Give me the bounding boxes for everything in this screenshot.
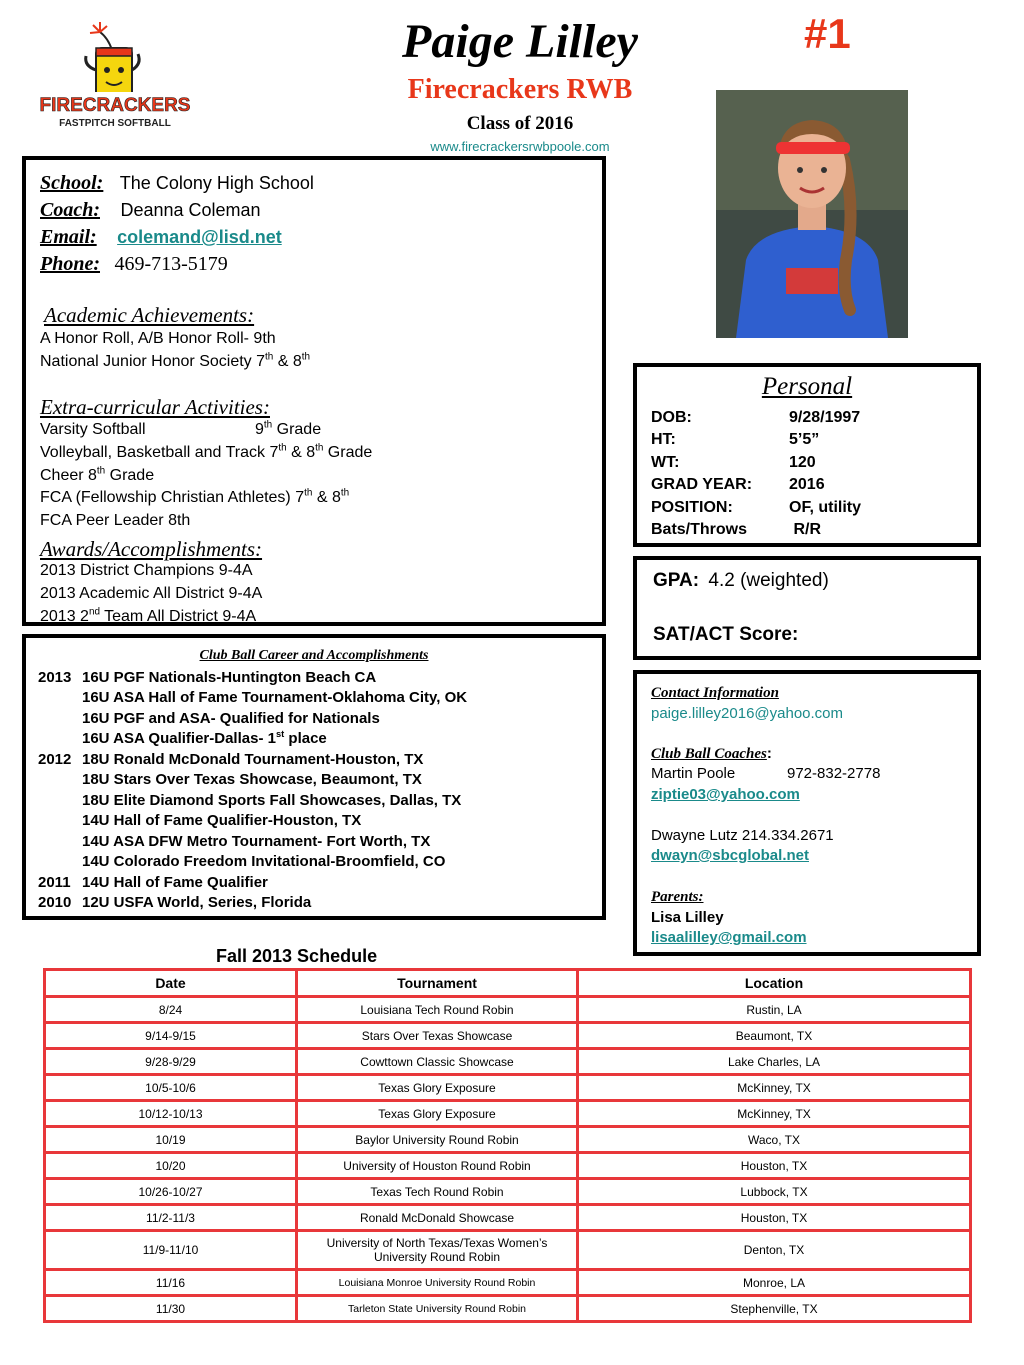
school-value: The Colony High School [119, 173, 314, 193]
coach1-phone: 972-832-2778 [787, 765, 881, 782]
schedule-date-cell: 11/9-11/10 [45, 1231, 297, 1270]
schedule-row [45, 1127, 971, 1153]
club-year: 2010 [38, 894, 72, 911]
academic-item: National Junior Honor Society 7th & 8th [40, 351, 311, 370]
club-item: 14U Hall of Fame Qualifier-Houston, TX [82, 812, 362, 829]
club-year: 2011 [38, 874, 71, 891]
schedule-title: Fall 2013 Schedule [216, 946, 378, 966]
schedule-date-cell: 10/20 [45, 1153, 297, 1179]
activity-item: FCA Peer Leader 8th [40, 512, 191, 529]
schedule-date-cell: 10/19 [45, 1127, 297, 1153]
coach-value: Deanna Coleman [120, 200, 261, 220]
club-item: 12U USFA World, Series, Florida [82, 894, 312, 911]
coaches-heading: Club Ball Coaches [651, 746, 767, 762]
school-label: School: [40, 172, 104, 194]
club-item: 16U PGF Nationals-Huntington Beach CA [82, 669, 377, 686]
header-date: Date [45, 970, 297, 997]
club-title: Club Ball Career and Accomplishments [199, 648, 429, 663]
schedule-date-cell: 10/26-10/27 [45, 1179, 297, 1205]
awards-heading: Awards/Accomplishments: [40, 537, 263, 561]
schedule-tournament-cell: Louisiana Tech Round Robin [297, 997, 578, 1023]
schedule-date-cell: 8/24 [45, 997, 297, 1023]
club-career-box [22, 634, 606, 920]
schedule-location-cell: Rustin, LA [578, 997, 971, 1023]
coach-label: Coach: [40, 199, 100, 221]
coach2-email-link[interactable]: dwayn@sbcglobal.net [651, 847, 809, 864]
logo-title: FIRECRACKERS [39, 95, 190, 116]
award-item: 2013 2nd Team All District 9-4A [40, 606, 257, 625]
schedule-date-cell: 9/14-9/15 [45, 1023, 297, 1049]
coach2-line: Dwayne Lutz 214.334.2671 [651, 827, 834, 844]
class-of: Class of 2016 [466, 113, 574, 134]
schedule-row [45, 1049, 971, 1075]
player-email-link[interactable]: paige.lilley2016@yahoo.com [651, 705, 844, 722]
academic-item: A Honor Roll, A/B Honor Roll- 9th [40, 330, 276, 347]
header-tournament: Tournament [297, 970, 578, 997]
award-item: 2013 Academic All District 9-4A [40, 585, 263, 602]
schedule-location-cell: Denton, TX [578, 1231, 971, 1270]
activity-item: Volleyball, Basketball and Track 7th & 8th Grade [40, 442, 373, 461]
logo-subtitle: FASTPITCH SOFTBALL [59, 118, 171, 129]
extracurricular-heading: Extra-curricular Activities: [40, 395, 270, 419]
schedule-row [45, 1075, 971, 1101]
schedule-header-row [45, 970, 971, 997]
phone-label: Phone: [40, 253, 100, 275]
gpa-box [633, 556, 981, 660]
firecrackers-logo [38, 20, 190, 132]
schedule-location-cell: Lubbock, TX [578, 1179, 971, 1205]
activity-item: Varsity Softball 9th Grade [40, 419, 322, 438]
personal-row-weight: WT: 120 [651, 454, 816, 471]
club-year: 2013 [38, 669, 72, 686]
schedule-location-cell: Stephenville, TX [578, 1296, 971, 1322]
email-label: Email: [40, 226, 97, 248]
coach1-line [651, 765, 881, 782]
gpa-line [653, 570, 829, 592]
club-item: 16U PGF and ASA- Qualified for Nationals [82, 710, 380, 727]
schedule-location-cell: Waco, TX [578, 1127, 971, 1153]
gpa-label: GPA: [653, 570, 700, 591]
parent-name: Lisa Lilley [651, 909, 724, 926]
schedule-location-cell: McKinney, TX [578, 1101, 971, 1127]
schedule-tournament-cell: Cowttown Classic Showcase [297, 1049, 578, 1075]
schedule-table [43, 968, 972, 1323]
schedule-tournament-cell: Texas Glory Exposure [297, 1101, 578, 1127]
team-name: Firecrackers RWB [407, 74, 633, 105]
jersey-number: #1 [804, 10, 851, 57]
personal-row-bats-throws: Bats/Throws R/R [651, 521, 821, 538]
schedule-tournament-cell: Baylor University Round Robin [297, 1127, 578, 1153]
schedule-location-cell: Houston, TX [578, 1153, 971, 1179]
schedule-tournament-cell: University of North Texas/Texas Women’s University Round Robin [297, 1231, 578, 1270]
club-item: 16U ASA Qualifier-Dallas- 1st place [82, 729, 327, 747]
schedule-row [45, 1179, 971, 1205]
personal-row-dob: DOB: 9/28/1997 [651, 409, 861, 426]
club-year: 2012 [38, 751, 72, 768]
schedule-date-cell: 11/16 [45, 1270, 297, 1296]
personal-row-grad-year: GRAD YEAR: 2016 [651, 476, 825, 493]
email-link[interactable]: colemand@lisd.net [117, 227, 282, 247]
personal-row-height: HT: 5’5” [651, 431, 820, 448]
schedule-location-cell: Lake Charles, LA [578, 1049, 971, 1075]
player-name: Paige Lilley [402, 15, 638, 68]
schedule-date-cell: 9/28-9/29 [45, 1049, 297, 1075]
schedule-tournament-cell: University of Houston Round Robin [297, 1153, 578, 1179]
player-info-box [22, 156, 606, 626]
schedule-date-cell: 11/2-11/3 [45, 1205, 297, 1231]
personal-title: Personal [761, 373, 853, 400]
schedule-location-cell: Beaumont, TX [578, 1023, 971, 1049]
sat-act-label: SAT/ACT Score: [653, 624, 799, 645]
schedule-tournament-cell: Texas Glory Exposure [297, 1075, 578, 1101]
contact-box: Contact Information paige.lilley2016@yahoo.com Club Ball Coaches: Martin Poole 972-832-2778 ziptie03@yahoo.com Dwayne Lutz 214.334.2671 dwayn@sbcglobal.net Parents: Lisa Lilley lisaalilley@gmail.com [633, 670, 981, 956]
parents-heading: Parents: [651, 889, 704, 905]
club-item: 18U Elite Diamond Sports Fall Showcases, Dallas, TX [82, 792, 462, 809]
schedule-row [45, 1205, 971, 1231]
club-item: 18U Stars Over Texas Showcase, Beaumont, TX [82, 771, 422, 788]
club-item: 14U Hall of Fame Qualifier [82, 874, 268, 891]
schedule-tournament-cell: Louisiana Monroe University Round Robin [297, 1270, 578, 1296]
coach1-email-link[interactable]: ziptie03@yahoo.com [651, 786, 800, 803]
academic-heading: Academic Achievements: [44, 303, 255, 327]
coach1-name: Martin Poole [651, 765, 736, 782]
schedule-date-cell: 10/5-10/6 [45, 1075, 297, 1101]
schedule-location-cell: Houston, TX [578, 1205, 971, 1231]
schedule-tournament-cell: Texas Tech Round Robin [297, 1179, 578, 1205]
personal-row-position: POSITION: OF, utility [651, 499, 861, 516]
gpa-value: 4.2 (weighted) [708, 570, 829, 591]
club-item: 16U ASA Hall of Fame Tournament-Oklahoma City, OK [82, 689, 468, 706]
schedule-row [45, 1023, 971, 1049]
parent-email-link[interactable]: lisaalilley@gmail.com [651, 929, 807, 946]
schedule-date-cell: 11/30 [45, 1296, 297, 1322]
schedule-location-cell: McKinney, TX [578, 1075, 971, 1101]
schedule-row [45, 1296, 971, 1322]
website-link[interactable]: www.firecrackersrwbpoole.com [430, 139, 610, 154]
schedule-location-cell: Monroe, LA [578, 1270, 971, 1296]
activity-item: Cheer 8th Grade [40, 465, 155, 484]
schedule-row [45, 1231, 971, 1270]
schedule-row [45, 1270, 971, 1296]
contact-heading: Contact Information [651, 685, 779, 701]
schedule-row [45, 1153, 971, 1179]
header-location: Location [578, 970, 971, 997]
award-item: 2013 District Champions 9-4A [40, 562, 253, 579]
schedule-tournament-cell: Stars Over Texas Showcase [297, 1023, 578, 1049]
player-photo [716, 90, 908, 338]
schedule-tournament-cell: Tarleton State University Round Robin [297, 1296, 578, 1322]
club-item: 18U Ronald McDonald Tournament-Houston, TX [82, 751, 424, 768]
phone-value: 469-713-5179 [114, 253, 228, 275]
schedule-tournament-cell: Ronald McDonald Showcase [297, 1205, 578, 1231]
club-item: 14U ASA DFW Metro Tournament- Fort Worth, TX [82, 833, 431, 850]
schedule-row [45, 1101, 971, 1127]
schedule-row [45, 997, 971, 1023]
club-item: 14U Colorado Freedom Invitational-Broomfield, CO [82, 853, 446, 870]
schedule-date-cell: 10/12-10/13 [45, 1101, 297, 1127]
personal-box [633, 363, 981, 547]
activity-item: FCA (Fellowship Christian Athletes) 7th & 8th [40, 487, 350, 506]
